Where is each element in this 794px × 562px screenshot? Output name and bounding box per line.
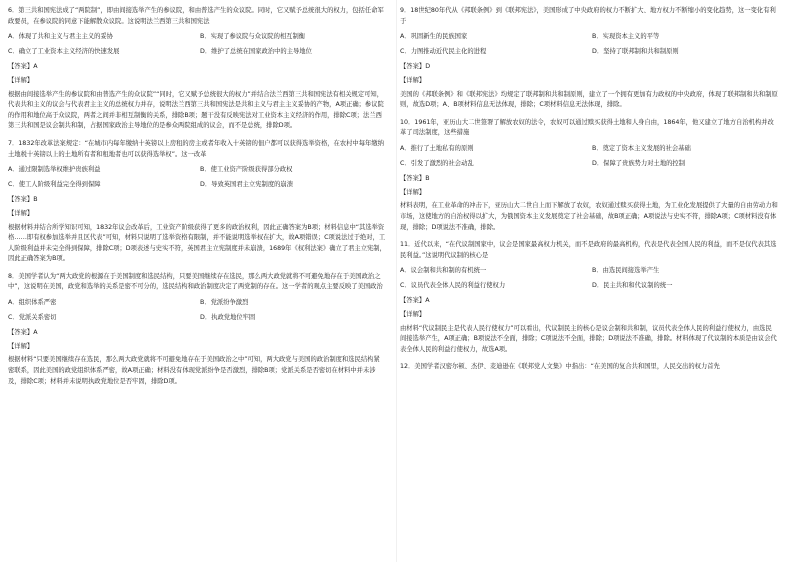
detail-label: 【详解】	[400, 188, 426, 196]
option-c: C．引发了激烈的社会动乱	[400, 159, 474, 167]
option-a: A．议会制和共和制的有机统一	[400, 267, 487, 275]
question-6-options	[8, 30, 386, 59]
option-a: A．推行了土地私有的原则	[400, 144, 474, 152]
option-c: C．党派关系密切	[8, 313, 57, 321]
question-11-options	[400, 264, 778, 293]
option-d: D．执政党地位牢固	[200, 313, 256, 321]
analysis-text: 根据材料“只要美国继续存在选民，那么两大政党就将不可避免地存在于美国政治之中”可知，两大政党与美国的政治制度和选民结构紧密联系，因此美国的政党组织体系严密，故A项正确；材料没有体现党派纷争是否激烈，排除B项；党派关系是否密切在材料中并未涉及，排除C项；材料并未说明执政党地位是否牢固，排除D项。	[8, 356, 380, 385]
option-b: B．由选民间接选举产生	[592, 267, 660, 275]
option-d: D．导致英国君主立宪制度的崩溃	[200, 180, 294, 188]
question-8-stem: 8．美国学者认为“两大政党的根源在于美国制度和选民结构，只要美国继续存在选民，那么两大政党就将不可避免地存在于美国政治之中”，这说明在美国，政党和选举的关系是密不可分的，选民结构和政治制度决定了两党制的存在。这一学者的观点主要反映了美国政治	[8, 272, 383, 291]
option-d: D．保障了贵族势力对土地的控制	[592, 159, 686, 167]
option-d: D．坚持了联邦制和共和制原则	[592, 47, 679, 55]
answer-label: 【答案】B	[8, 196, 38, 204]
answer-label: 【答案】D	[400, 63, 431, 71]
question-11-stem: 11．近代以来，“在代议制国家中，议会是国家最高权力机关，而不是政府的最高机构，代表是代表全国人民的利益，而不是仅代表其选民利益。”这说明代议制的核心是	[400, 241, 777, 259]
option-d: D．维护了总统在国家政治中的主导地位	[200, 47, 312, 55]
answer-label: 【答案】A	[8, 329, 38, 337]
left-column	[8, 6, 386, 389]
answer-label: 【答案】A	[8, 63, 38, 71]
detail-label: 【详解】	[400, 311, 426, 319]
option-a: A．体现了共和主义与君主主义的妥协	[8, 33, 114, 41]
analysis-text: 材料表明，在工业革命的冲击下，亚历山大二世自上而下解放了农奴，农奴通过赎买获得土地，为工业化发展提供了大量的自由劳动力和市场，这使地方的自治权得以扩大，为俄国资本主义发展奠定了社会基础，故B项正确；A项说法与史实不符，排除A项；C项材料没有体现，排除；D项说法不准确，排除。	[400, 202, 778, 231]
option-a: A．组织体系严密	[8, 299, 57, 307]
question-7-options	[8, 163, 386, 192]
question-6-stem: 6．第三共和国宪法成了“两院制”，即由间接选举产生的参议院，和由普选产生的众议院。同时，它又赋予总统很大的权力，包括任命军政要员，在参议院的同意下能解散众议院。这说明法兰西第三共和国宪法	[8, 7, 384, 25]
analysis-text: 根据由间接选举产生的参议院和由普选产生的众议院”“同时，它又赋予总统很大的权力”并结合法兰西第三共和国宪法有相关规定可知，代表共和主义的议会与代表君主主义的总统权力并存，说明法兰西第三共和国宪法是共和主义与君主主义妥协的产物，A项正确；参议院的作用和地位高于众议院，两者之间并非相互制衡的关系，排除B项；题干没有反映宪法对工业资本主义经济的作用，排除C项；法兰西第三共和国是议会制共和制，占据国家政治主导地位的是参众两院组成的议会，而不是总统，排除D项。	[8, 90, 384, 130]
option-c: C．确立了工业资本主义经济的快速发展	[8, 47, 120, 55]
question-9-stem: 9．18世纪80年代从《邦联条例》到《联邦宪法》，美国形成了中央政府的权力不断扩大、地方权力不断缩小的变化趋势，这一变化有利于	[400, 7, 776, 25]
detail-label: 【详解】	[8, 209, 34, 217]
option-c: C．力图推动近代民主化的进程	[400, 47, 487, 55]
question-7-stem: 7．1832年改革法案规定：“在城市内每年缴纳十英镑以上房租的房主或者年收入十英镑的佃户都可以获得选举资格，在农村中每年缴纳土地税十英镑以上的土地所有者和租地者也可以获得选举权”。这一改革	[8, 139, 384, 158]
option-b: B．实现资本主义的平等	[592, 33, 660, 41]
detail-label: 【详解】	[400, 76, 426, 84]
answer-label: 【答案】A	[400, 297, 430, 305]
option-a: A．巩固新生的民族国家	[400, 33, 468, 41]
option-b: B．奠定了资本主义发展的社会基础	[592, 144, 691, 152]
analysis-text: 由材料“代议制民主是代表人民行使权力”可以看出，代议制民主的核心是议会制和共和制，议员代表全体人民的利益行使权力，由选民间接选举产生，A项正确；B项说法不全面，排除；C项说法不全面，排除；D项说法不准确，排除。材料体现了代议制的本质是由议会代表全体人民的利益行使权力，故选A项。	[400, 324, 777, 353]
column-divider	[396, 0, 397, 562]
option-b: B．使工业资产阶级获得部分政权	[200, 166, 293, 174]
detail-label: 【详解】	[8, 342, 34, 350]
option-b: B．实现了参议院与众议院的相互制衡	[200, 33, 306, 41]
question-9-options	[400, 30, 778, 59]
option-c: C．议员代表全体人民的利益行使权力	[400, 281, 506, 289]
analysis-text: 根据材料并结合所学知识可知，1832年议会改革后，工业资产阶级获得了更多的政治权利，因此正确答案为B项；材料信息中“其选举资格……即有权参加选举并且区代表”可知，材料只说明了选举资格有限制，并不能说明选举权在扩大，故A项错误；C项说法过于绝对，工人阶级利益并未完全得到保障，排除C项；D项表述与史实不符，英国君主立宪制度并未崩溃，1689年《权利法案》确立了君主立宪制，因此正确答案为B项。	[8, 223, 386, 263]
analysis-text: 美国的《邦联条例》和《联邦宪法》均规定了联邦制和共和制原则，建立了一个拥有更加有力政权的中央政府，体现了联邦制和共和制原则，故选D项；A、B项材料信息无法体现，排除；C项材料信息无法体现，排除。	[400, 90, 778, 109]
question-12-stem: 12．美国学者汉密尔顿、杰伊、麦迪逊在《联邦党人文集》中指出：“在美国的复合共和国里，人民交出的权力首先	[400, 363, 720, 371]
detail-label: 【详解】	[8, 76, 34, 84]
question-10-options	[400, 142, 778, 171]
option-d: D．民主共和和代议制的统一	[592, 281, 673, 289]
option-a: A．通过限制选举权维护贵族利益	[8, 166, 101, 174]
right-column	[400, 6, 778, 373]
option-b: B．党派纷争激烈	[200, 299, 249, 307]
option-c: C．使工人阶级利益完全得到保障	[8, 180, 101, 188]
question-8-options	[8, 296, 386, 325]
question-10-stem: 10．1961年，亚历山大二世签署了解放农奴的法令，农奴可以通过赎买获得土地和人身自由，1864年，他又建立了地方自治机构并改革了司法制度，这些措施	[400, 118, 774, 137]
answer-label: 【答案】B	[400, 175, 430, 183]
